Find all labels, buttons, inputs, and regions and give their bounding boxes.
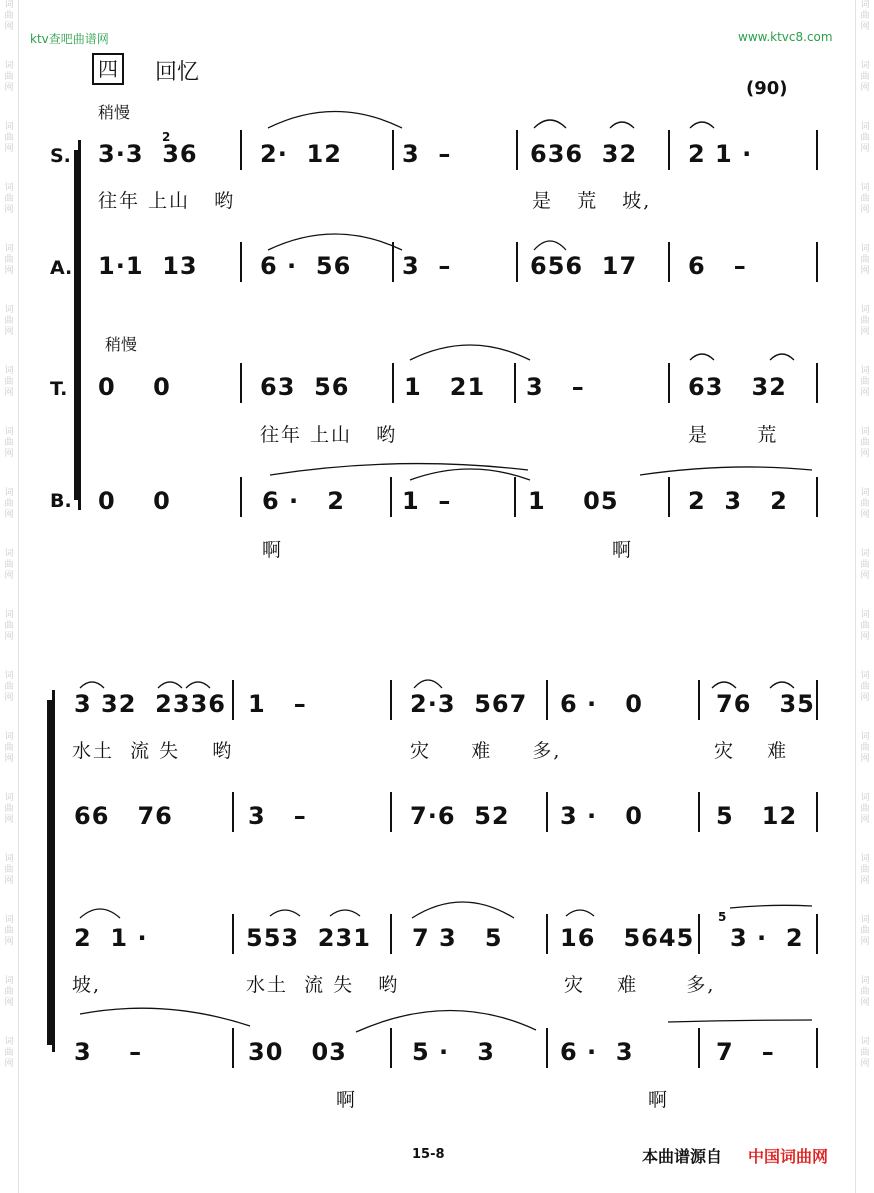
bass-s2-lyrics-b: 啊 xyxy=(648,1089,670,1111)
watermark-text: 词 曲 网 xyxy=(4,549,14,581)
soprano-s2-m2: 1 – xyxy=(248,690,307,718)
soprano-s2-m1: 3 32 2336 xyxy=(74,690,226,718)
alto-s2-m1: 66 76 xyxy=(74,802,173,830)
soprano-s1-m3: 3 – xyxy=(402,140,452,168)
soprano-s2-m3: 2·3 567 xyxy=(410,690,528,718)
watermark-text: 词 曲 网 xyxy=(4,61,14,93)
bass-s1-lyrics-a: 啊 xyxy=(262,539,284,561)
watermark-text: 词 曲 网 xyxy=(4,427,14,459)
slur xyxy=(80,909,120,918)
soprano-s2-lyrics-a: 水土 流 失 哟 xyxy=(72,740,234,762)
slur xyxy=(712,682,736,688)
alto-s1-m2: 6 · 56 xyxy=(260,252,352,280)
soprano-s2-m4: 6 · 0 xyxy=(560,690,643,718)
tenor-s2-lyrics-a: 坡, xyxy=(72,974,102,996)
tenor-s1-m3: 1 21 xyxy=(404,373,486,401)
page-number: 15-8 xyxy=(412,1147,445,1162)
watermark-text: 词 曲 网 xyxy=(860,610,870,642)
tenor-s2-m4: 16 5645 xyxy=(560,924,695,952)
slur xyxy=(356,1010,536,1032)
slur xyxy=(770,354,794,360)
watermark-text: 词 曲 网 xyxy=(4,122,14,154)
bass-s1-m5: 2 3 2 xyxy=(688,487,788,515)
watermark-text: 词 曲 网 xyxy=(4,1037,14,1069)
slur xyxy=(414,680,442,688)
bass-s2-m2: 30 03 xyxy=(248,1038,347,1066)
bass-s1-m1: 0 0 xyxy=(98,487,171,515)
slur xyxy=(268,112,402,129)
voice-label-soprano: S. xyxy=(50,145,71,167)
soprano-s2-lyrics-b: 灾 难 多, xyxy=(410,740,562,762)
tenor-s2-grace: 5 xyxy=(718,910,728,924)
alto-s1-m4: 656 17 xyxy=(530,252,638,280)
alto-s2-m5: 5 12 xyxy=(716,802,798,830)
tenor-s2-m1: 2 1 · xyxy=(74,924,148,952)
slur xyxy=(158,682,182,688)
slur xyxy=(668,1020,812,1022)
slur xyxy=(770,682,794,688)
bass-s1-m2: 6 · 2 xyxy=(262,487,345,515)
soprano-s1-grace: 2 xyxy=(162,130,172,144)
voice-label-tenor: T. xyxy=(50,378,68,400)
tenor-s2-lyrics-c: 灾 难 多, xyxy=(564,974,716,996)
watermark-text: 词 曲 网 xyxy=(4,366,14,398)
site-left-label: ktv查吧曲谱网 xyxy=(30,32,109,46)
watermark-text: 词 曲 网 xyxy=(860,305,870,337)
watermark-text: 词 曲 网 xyxy=(4,671,14,703)
soprano-s1-m1: 3·3 36 xyxy=(98,140,198,168)
watermark-text: 词 曲 网 xyxy=(4,488,14,520)
watermark-text: 词 曲 网 xyxy=(860,366,870,398)
slur xyxy=(690,354,714,360)
tenor-s2-m2: 553 231 xyxy=(246,924,371,952)
watermark-text: 词 曲 网 xyxy=(4,915,14,947)
slur xyxy=(730,905,812,908)
watermark-text: 词 曲 网 xyxy=(4,976,14,1008)
watermark-text: 词 曲 网 xyxy=(860,183,870,215)
bass-s2-m1: 3 – xyxy=(74,1038,143,1066)
tempo-mark-tenor: 稍慢 xyxy=(105,335,138,354)
slur xyxy=(80,682,104,688)
slur xyxy=(610,122,634,128)
tenor-s1-lyrics-b: 是 荒 xyxy=(688,424,779,446)
slur xyxy=(534,241,566,250)
watermark-text: 词 曲 网 xyxy=(860,549,870,581)
slur xyxy=(330,910,360,916)
bass-s2-lyrics-a: 啊 xyxy=(336,1089,358,1111)
voice-label-alto: A. xyxy=(50,257,73,279)
measure-number: (90) xyxy=(746,78,788,99)
watermark-text: 词 曲 网 xyxy=(4,854,14,886)
slur xyxy=(410,345,530,360)
alto-s2-m2: 3 – xyxy=(248,802,307,830)
bass-s2-m3: 5 · 3 xyxy=(412,1038,495,1066)
watermark-text: 词 曲 网 xyxy=(4,0,14,32)
watermark-text: 词 曲 网 xyxy=(860,976,870,1008)
slur xyxy=(186,682,210,688)
watermark-text: 词 曲 网 xyxy=(860,1037,870,1069)
tenor-s1-m4: 3 – xyxy=(526,373,585,401)
section-title: 回忆 xyxy=(155,60,200,85)
bass-s1-m3: 1 – xyxy=(402,487,452,515)
tenor-s2-m5: 3 · 2 xyxy=(730,924,804,952)
watermark-text: 词 曲 网 xyxy=(860,488,870,520)
watermark-text: 词 曲 网 xyxy=(860,0,870,32)
watermark-text: 词 曲 网 xyxy=(860,122,870,154)
soprano-s1-m4: 636 32 xyxy=(530,140,638,168)
bass-s2-m4: 6 · 3 xyxy=(560,1038,634,1066)
soprano-s2-lyrics-c: 灾 难 xyxy=(714,740,789,762)
soprano-s1-lyrics-a: 往年 上山 哟 xyxy=(98,190,236,212)
slur xyxy=(268,234,402,250)
soprano-s2-m5: 76 35 xyxy=(716,690,815,718)
section-number: 四 xyxy=(92,53,124,85)
watermark-text: 词 曲 网 xyxy=(860,854,870,886)
bass-s1-m4: 1 05 xyxy=(528,487,619,515)
footer-brand-label: 中国词曲网 xyxy=(748,1147,829,1166)
footer-source-label: 本曲谱源自 xyxy=(642,1147,723,1166)
bass-s1-lyrics-b: 啊 xyxy=(612,539,634,561)
voice-label-bass: B. xyxy=(50,490,72,512)
tenor-s2-m3: 7 3 5 xyxy=(412,924,503,952)
alto-s1-m1: 1·1 13 xyxy=(98,252,198,280)
slur xyxy=(690,122,714,128)
site-right-label: www.ktvc8.com xyxy=(738,30,833,44)
slur xyxy=(640,467,812,475)
watermark-text: 词 曲 网 xyxy=(860,427,870,459)
slur xyxy=(410,469,530,480)
watermark-text: 词 曲 网 xyxy=(860,61,870,93)
soprano-s1-m5: 2 1 · xyxy=(688,140,753,168)
tenor-s2-lyrics-b: 水土 流 失 哟 xyxy=(246,974,400,996)
tenor-s1-lyrics-a: 往年 上山 哟 xyxy=(260,424,398,446)
slur xyxy=(270,910,300,916)
soprano-s1-m2: 2· 12 xyxy=(260,140,342,168)
alto-s1-m5: 6 – xyxy=(688,252,747,280)
watermark-text: 词 曲 网 xyxy=(4,183,14,215)
watermark-text: 词 曲 网 xyxy=(4,793,14,825)
tempo-mark-soprano: 稍慢 xyxy=(98,103,131,122)
tenor-s1-m2: 63 56 xyxy=(260,373,350,401)
alto-s2-m3: 7·6 52 xyxy=(410,802,510,830)
watermark-text: 词 曲 网 xyxy=(860,671,870,703)
watermark-text: 词 曲 网 xyxy=(860,732,870,764)
watermark-text: 词 曲 网 xyxy=(4,244,14,276)
watermark-text: 词 曲 网 xyxy=(4,610,14,642)
tenor-s1-m5: 63 32 xyxy=(688,373,787,401)
slur xyxy=(412,902,514,918)
slur xyxy=(80,1008,250,1026)
soprano-s1-lyrics-b: 是 荒 坡, xyxy=(532,190,652,212)
slur xyxy=(270,464,528,475)
alto-s1-m3: 3 – xyxy=(402,252,452,280)
tenor-s1-m1: 0 0 xyxy=(98,373,171,401)
slur xyxy=(534,120,566,128)
watermark-text: 词 曲 网 xyxy=(860,244,870,276)
slur xyxy=(566,910,594,916)
watermark-text: 词 曲 网 xyxy=(860,915,870,947)
watermark-text: 词 曲 网 xyxy=(860,793,870,825)
watermark-text: 词 曲 网 xyxy=(4,732,14,764)
alto-s2-m4: 3 · 0 xyxy=(560,802,643,830)
watermark-text: 词 曲 网 xyxy=(4,305,14,337)
bass-s2-m5: 7 – xyxy=(716,1038,775,1066)
